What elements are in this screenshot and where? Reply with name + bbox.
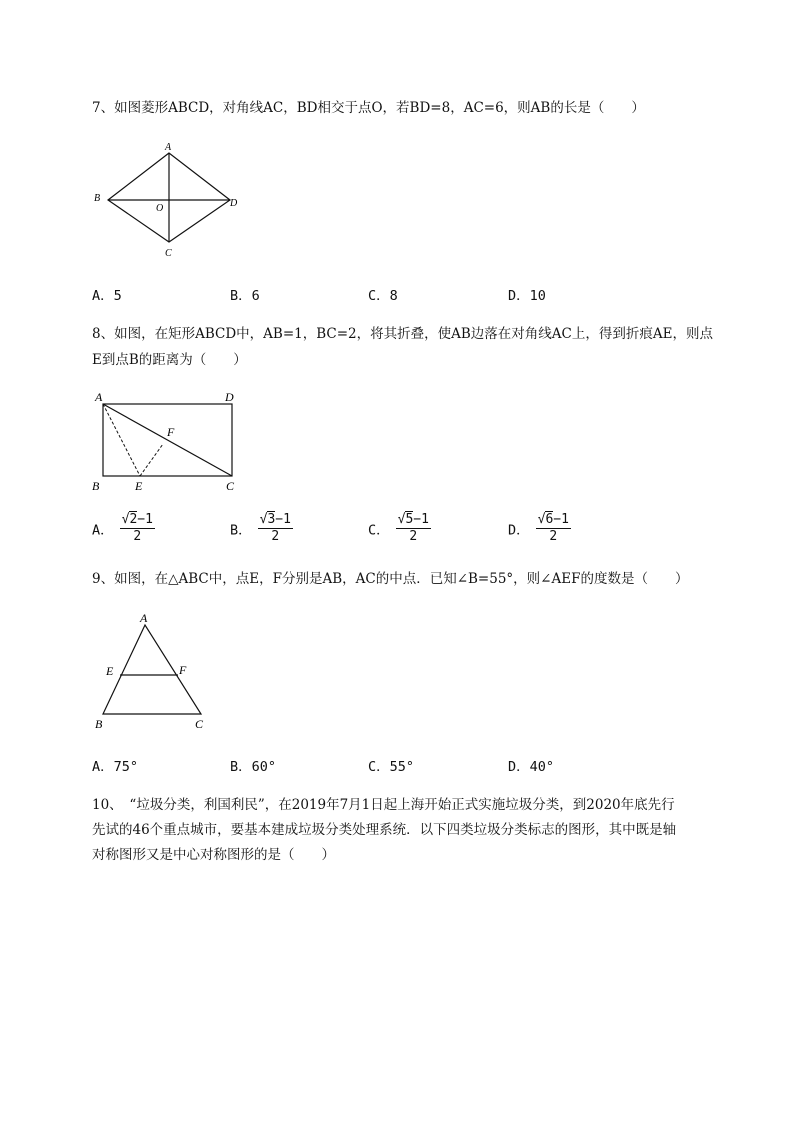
numerator-rest: −1 — [275, 512, 291, 527]
denominator: 2 — [133, 529, 142, 544]
q8-option-c-fraction — [396, 512, 431, 545]
q9-triangle-figure — [88, 608, 218, 733]
numerator-rest: −1 — [413, 512, 429, 527]
q9-option-a: A．75° — [92, 759, 139, 775]
q8-option-c — [368, 512, 431, 545]
sqrt-symbol: √ — [537, 512, 546, 527]
q8-text-line2: E到点B的距离为（ ） — [92, 352, 247, 368]
q9-label-c: C — [195, 717, 204, 731]
radicand: 5 — [405, 512, 414, 527]
q9-label-e: E — [106, 664, 114, 678]
q7-label-c: C — [165, 248, 172, 259]
q8-label-c: C — [226, 479, 235, 493]
q7-label-a: A — [165, 142, 172, 153]
sqrt-symbol: √ — [259, 512, 268, 527]
q9-text: 9、如图，在△ABC中，点E，F分别是AB，AC的中点．已知∠B=55°，则∠AEF的度数是（ ） — [92, 571, 689, 587]
q8-option-d — [508, 512, 571, 545]
q8-option-a-label: A． — [92, 522, 114, 539]
q7-option-d: D．10 — [508, 288, 546, 304]
q8-option-b — [230, 512, 293, 545]
q9-option-c: C．55° — [368, 759, 415, 775]
q10-text-line2: 先试的46个重点城市，要基本建成垃圾分类处理系统．以下四类垃圾分类标志的图形，其中既是轴 — [92, 822, 677, 838]
q8-label-f: F — [167, 425, 175, 439]
q8-option-d-label: D． — [508, 522, 530, 539]
radicand: 2 — [129, 512, 138, 527]
q7-option-c: C．8 — [368, 288, 398, 304]
denominator: 2 — [549, 529, 558, 544]
q7-label-b: B — [94, 193, 101, 204]
q9-label-f: F — [179, 663, 187, 677]
q7-label-o: O — [156, 203, 164, 214]
sqrt-symbol: √ — [397, 512, 406, 527]
q9-label-a: A — [140, 611, 148, 625]
q8-option-a-fraction — [120, 512, 155, 545]
q8-option-d-fraction — [536, 512, 571, 545]
q8-label-e: E — [135, 479, 143, 493]
q8-option-a — [92, 512, 155, 545]
q10-text-line1: 10、 “垃圾分类，利国利民”，在2019年7月1日起上海开始正式实施垃圾分类，到2020年底先行 — [92, 797, 675, 813]
numerator-rest: −1 — [553, 512, 569, 527]
denominator: 2 — [409, 529, 418, 544]
denominator: 2 — [271, 529, 280, 544]
q7-option-a: A．5 — [92, 288, 122, 304]
q7-rhombus-figure — [88, 138, 248, 263]
q7-option-b: B．6 — [230, 288, 260, 304]
q8-text-line1: 8、如图，在矩形ABCD中，AB=1，BC=2，将其折叠，使AB边落在对角线AC上，得到折痕AE，则点 — [92, 326, 713, 342]
radicand: 6 — [545, 512, 554, 527]
q9-label-b: B — [95, 717, 103, 731]
q7-label-d: D — [230, 198, 238, 209]
q9-option-b: B．60° — [230, 759, 277, 775]
q8-label-d: D — [225, 390, 234, 404]
q8-option-b-fraction — [258, 512, 293, 545]
sqrt-symbol: √ — [121, 512, 130, 527]
q8-option-c-label: C． — [368, 522, 390, 539]
q8-label-b: B — [92, 479, 100, 493]
q7-text: 7、如图菱形ABCD，对角线AC，BD相交于点O，若BD=8，AC=6，则AB的长是（ ） — [92, 100, 645, 116]
radicand: 3 — [267, 512, 276, 527]
q8-rectangle-figure — [88, 386, 248, 496]
numerator-rest: −1 — [137, 512, 153, 527]
q10-text-line3: 对称图形又是中心对称图形的是（ ） — [92, 847, 335, 863]
q8-option-b-label: B． — [230, 522, 252, 539]
q8-label-a: A — [95, 390, 103, 404]
q9-option-d: D．40° — [508, 759, 555, 775]
